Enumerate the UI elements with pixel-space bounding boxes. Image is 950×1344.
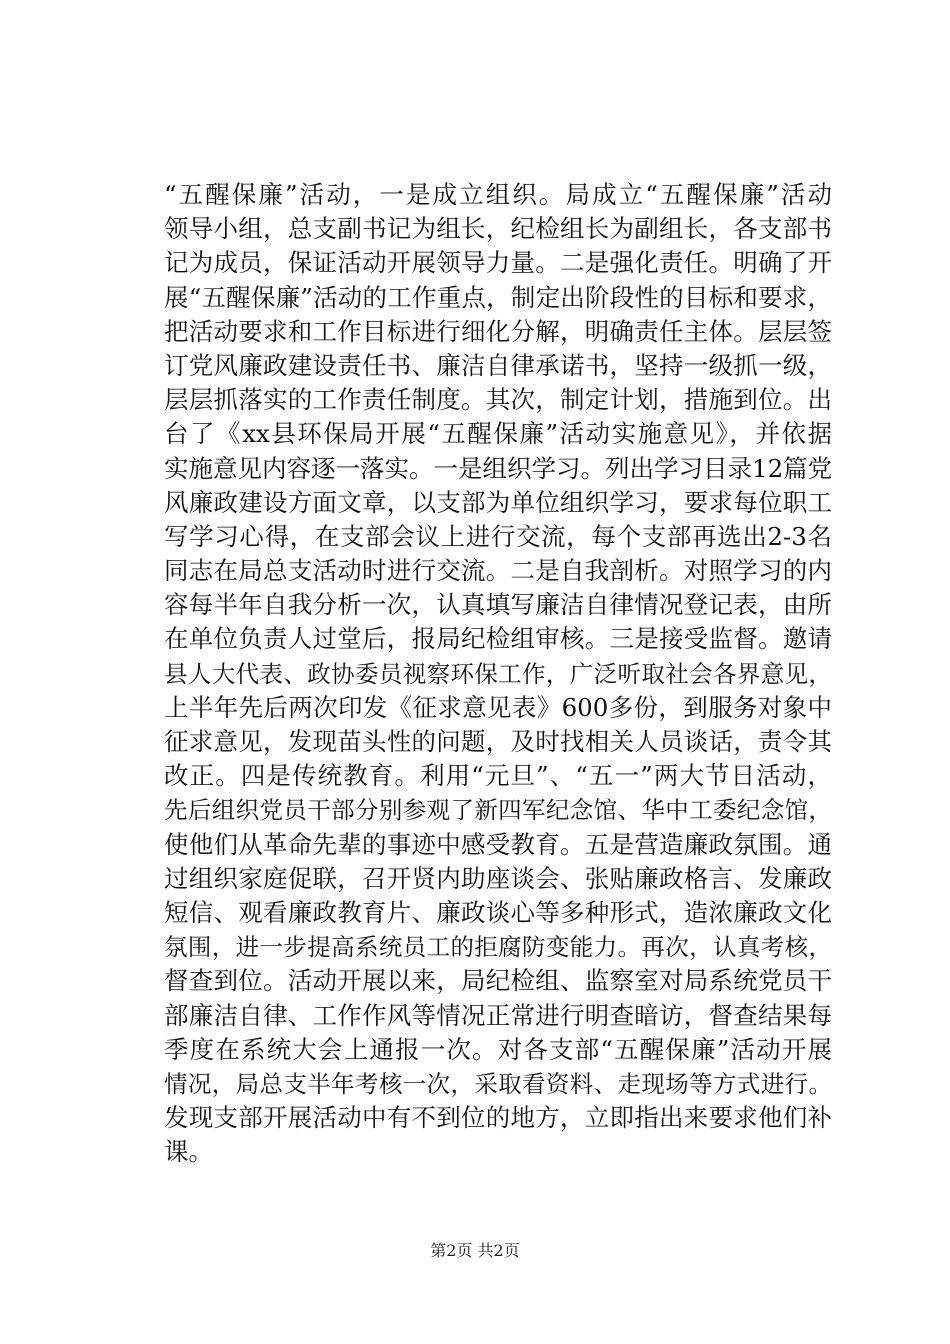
text-line: 记为成员，保证活动开展领导力量。二是强化责任。明确了开 — [164, 248, 832, 278]
text-line: 季度在系统大会上通报一次。对各支部“五醒保廉”活动开展 — [164, 1034, 832, 1064]
text-line: 台了《xx县环保局开展“五醒保廉”活动实施意见》，并依据 — [164, 419, 832, 449]
text-line: 征求意见，发现苗头性的问题，及时找相关人员谈话，责令其 — [164, 727, 832, 756]
text-line: 容每半年自我分析一次，认真填写廉洁自律情况登记表，由所 — [164, 590, 832, 620]
text-line: 部廉洁自律、工作作风等情况正常进行明查暗访，督查结果每 — [164, 1000, 832, 1030]
text-line: 领导小组，总支副书记为组长，纪检组长为副组长，各支部书 — [164, 214, 832, 244]
text-line: 在单位负责人过堂后，报局纪检组审核。三是接受监督。邀请 — [164, 624, 832, 654]
text-line: 氛围，进一步提高系统员工的拒腐防变能力。再次，认真考核， — [164, 933, 832, 962]
text-line: 上半年先后两次印发《征求意见表》600多份，到服务对象中 — [164, 692, 832, 722]
text-line: 改正。四是传统教育。利用“元旦”、“五一”两大节日活动， — [164, 761, 832, 791]
text-line: 风廉政建设方面文章，以支部为单位组织学习，要求每位职工 — [164, 487, 832, 517]
text-line: 把活动要求和工作目标进行细化分解，明确责任主体。层层签 — [164, 316, 832, 346]
page-number: 第2页 共2页 — [430, 1241, 520, 1260]
text-line: 同志在局总支活动时进行交流。二是自我剖析。对照学习的内 — [164, 556, 832, 586]
body-paragraph — [164, 178, 832, 1169]
text-line: 写学习心得，在支部会议上进行交流，每个支部再选出2-3名 — [164, 521, 832, 551]
text-line: 督查到位。活动开展以来，局纪检组、监察室对局系统党员干 — [164, 966, 832, 996]
text-line: 发现支部开展活动中有不到位的地方，立即指出来要求他们补 — [164, 1103, 832, 1133]
text-line: 先后组织党员干部分别参观了新四军纪念馆、华中工委纪念馆， — [164, 796, 832, 825]
text-line: 实施意见内容逐一落实。一是组织学习。列出学习目录12篇党 — [164, 453, 833, 483]
text-line: 层层抓落实的工作责任制度。其次，制定计划，措施到位。出 — [164, 385, 832, 415]
text-line: 展“五醒保廉”活动的工作重点，制定出阶段性的目标和要求， — [164, 282, 832, 312]
text-line: 县人大代表、政协委员视察环保工作，广泛听取社会各界意见， — [164, 659, 832, 688]
text-line: 课。 — [164, 1137, 213, 1167]
text-line: 短信、观看廉政教育片、廉政谈心等多种形式，造浓廉政文化 — [164, 897, 832, 927]
text-line: 订党风廉政建设责任书、廉洁自律承诺书，坚持一级抓一级， — [164, 350, 832, 380]
text-line: “五醒保廉”活动，一是成立组织。局成立“五醒保廉”活动 — [164, 180, 832, 209]
text-line: 使他们从革命先辈的事迹中感受教育。五是营造廉政氛围。通 — [164, 829, 832, 859]
text-line: 情况，局总支半年考核一次，采取看资料、走现场等方式进行。 — [164, 1069, 832, 1098]
page-footer — [0, 1240, 950, 1262]
text-line: 过组织家庭促联，召开贤内助座谈会、张贴廉政格言、发廉政 — [164, 863, 832, 893]
